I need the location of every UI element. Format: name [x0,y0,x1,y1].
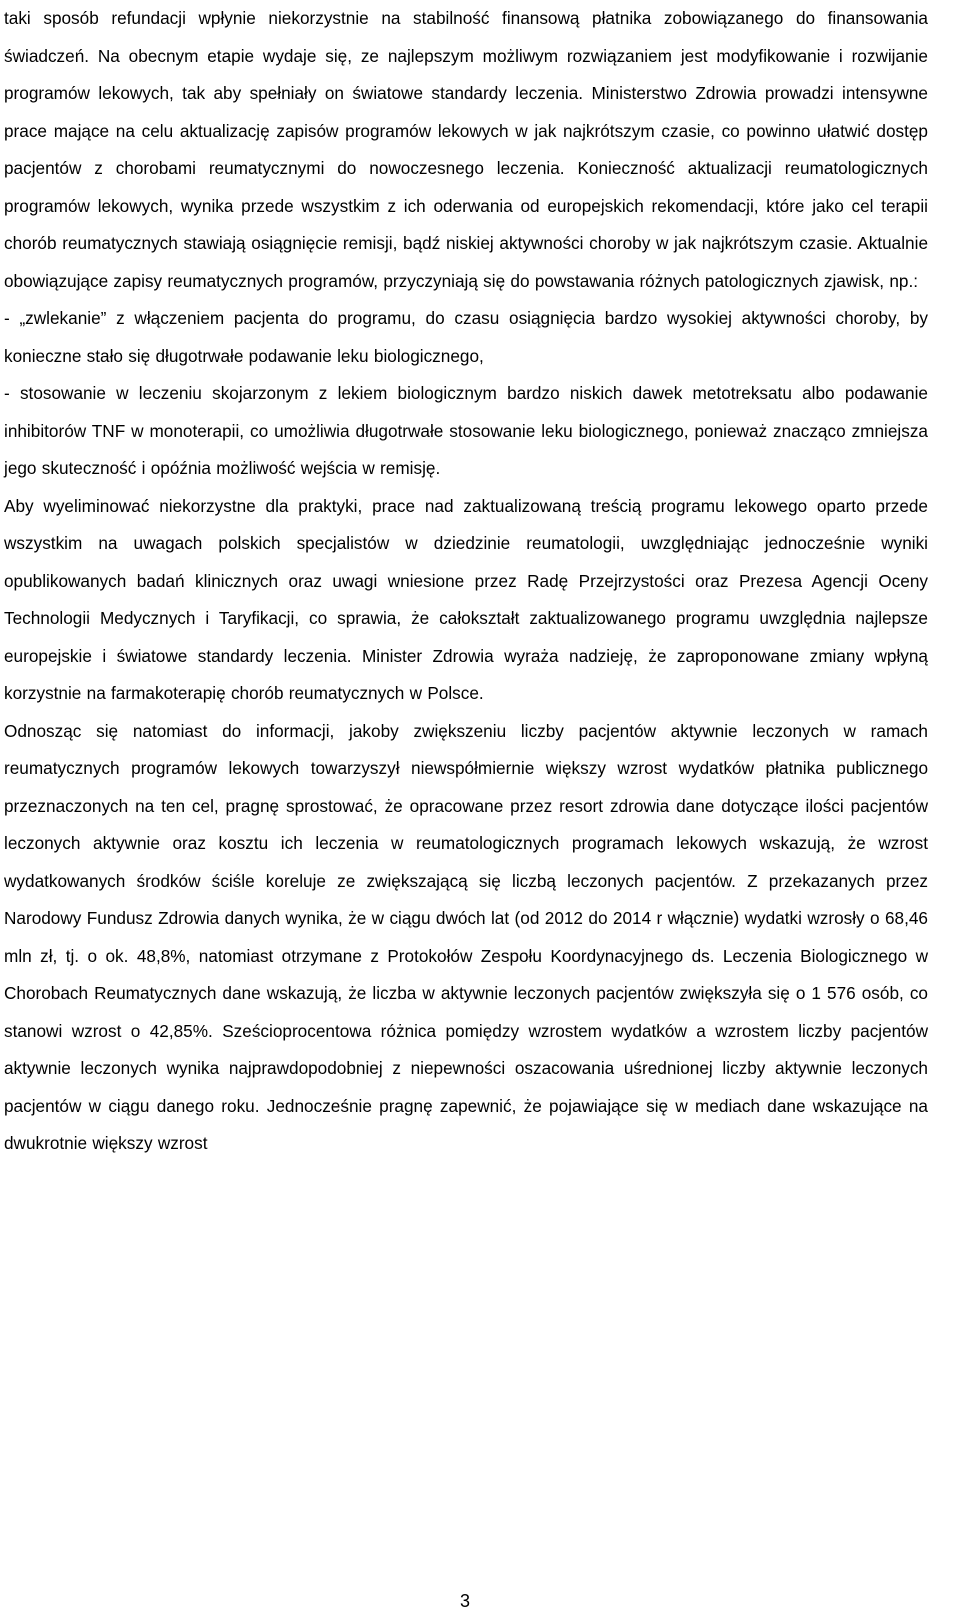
document-page [4,0,928,1163]
list-item-methotrexate: - stosowanie w leczeniu skojarzonym z lekiem biologicznym bardzo niskich dawek metotreksatu albo podawanie inhibitorów TNF w monoterapii, co umożliwia długotrwałe stosowanie leku biologicznego, ponieważ znacząco zmniejsza jego skuteczność i opóźnia możliwość wejścia w remisję. [4,383,928,478]
paragraph-intro: taki sposób refundacji wpłynie niekorzystnie na stabilność finansową płatnika zobowiązanego do finansowania świadczeń. Na obecnym etapie wydaje się, ze najlepszym możliwym rozwiązaniem jest modyfikowanie i rozwijanie programów lekowych, tak aby spełniały on światowe standardy leczenia. Ministerstwo Zdrowia prowadzi intensywne prace mające na celu aktualizację zapisów programów lekowych w jak najkrótszym czasie, co powinno ułatwić dostęp pacjentów z chorobami reumatycznymi do nowoczesnego leczenia. Konieczność aktualizacji reumatologicznych programów lekowych, wynika przede wszystkim z ich oderwania od europejskich rekomendacji, które jako cel terapii chorób reumatycznych stawiają osiągnięcie remisji, bądź niskiej aktywności choroby w jak najkrótszym czasie. Aktualnie obowiązujące zapisy reumatycznych programów, przyczyniają się do powstawania różnych patologicznych zjawisk, np.: [4,8,928,291]
paragraph-expenditure: Odnosząc się natomiast do informacji, jakoby zwiększeniu liczby pacjentów aktywnie leczonych w ramach reumatycznych programów lekowych towarzyszył niewspółmiernie większy wzrost wydatków płatnika publicznego przeznaczonych na ten cel, pragnę sprostować, że opracowane przez resort zdrowia dane dotyczące ilości pacjentów leczonych aktywnie oraz kosztu ich leczenia w reumatologicznych programach lekowych wskazują, że wzrost wydatkowanych środków ściśle koreluje ze zwiększającą się liczbą leczonych pacjentów. Z przekazanych przez Narodowy Fundusz Zdrowia danych wynika, że w ciągu dwóch lat (od 2012 do 2014 r włącznie) wydatki wzrosły o 68,46 mln zł, tj. o ok. 48,8%, natomiast otrzymane z Protokołów Zespołu Koordynacyjnego ds. Leczenia Biologicznego w Chorobach Reumatycznych dane wskazują, że liczba w aktywnie leczonych pacjentów zwiększyła się o 1 576 osób, co stanowi wzrost o 42,85%. Sześcioprocentowa różnica pomiędzy wzrostem wydatków a wzrostem liczby pacjentów aktywnie leczonych wynika najprawdopodobniej z niepewności oszacowania uśrednionej liczby aktywnie leczonych pacjentów w ciągu danego roku. Jednocześnie pragnę zapewnić, że pojawiające się w mediach dane wskazujące na dwukrotnie większy wzrost [4,720,928,1153]
list-item-delay: - „zwlekanie” z włączeniem pacjenta do programu, do czasu osiągnięcia bardzo wysokiej aktywności choroby, by konieczne stało się długotrwałe podawanie leku biologicznego, [4,308,928,366]
paragraph-program-update: Aby wyeliminować niekorzystne dla praktyki, prace nad zaktualizowaną treścią programu lekowego oparto przede wszystkim na uwagach polskich specjalistów w dziedzinie reumatologii, uwzględniając jednocześnie wyniki opublikowanych badań klinicznych oraz uwagi wniesione przez Radę Przejrzystości oraz Prezesa Agencji Oceny Technologii Medycznych i Taryfikacji, co sprawia, że całokształt zaktualizowanego programu uwzględnia najlepsze europejskie i światowe standardy leczenia. Minister Zdrowia wyraża nadzieję, że zaproponowane zmiany wpłyną korzystnie na farmakoterapię chorób reumatycznych w Polsce. [4,495,928,703]
page-number: 3 [459,1591,470,1611]
